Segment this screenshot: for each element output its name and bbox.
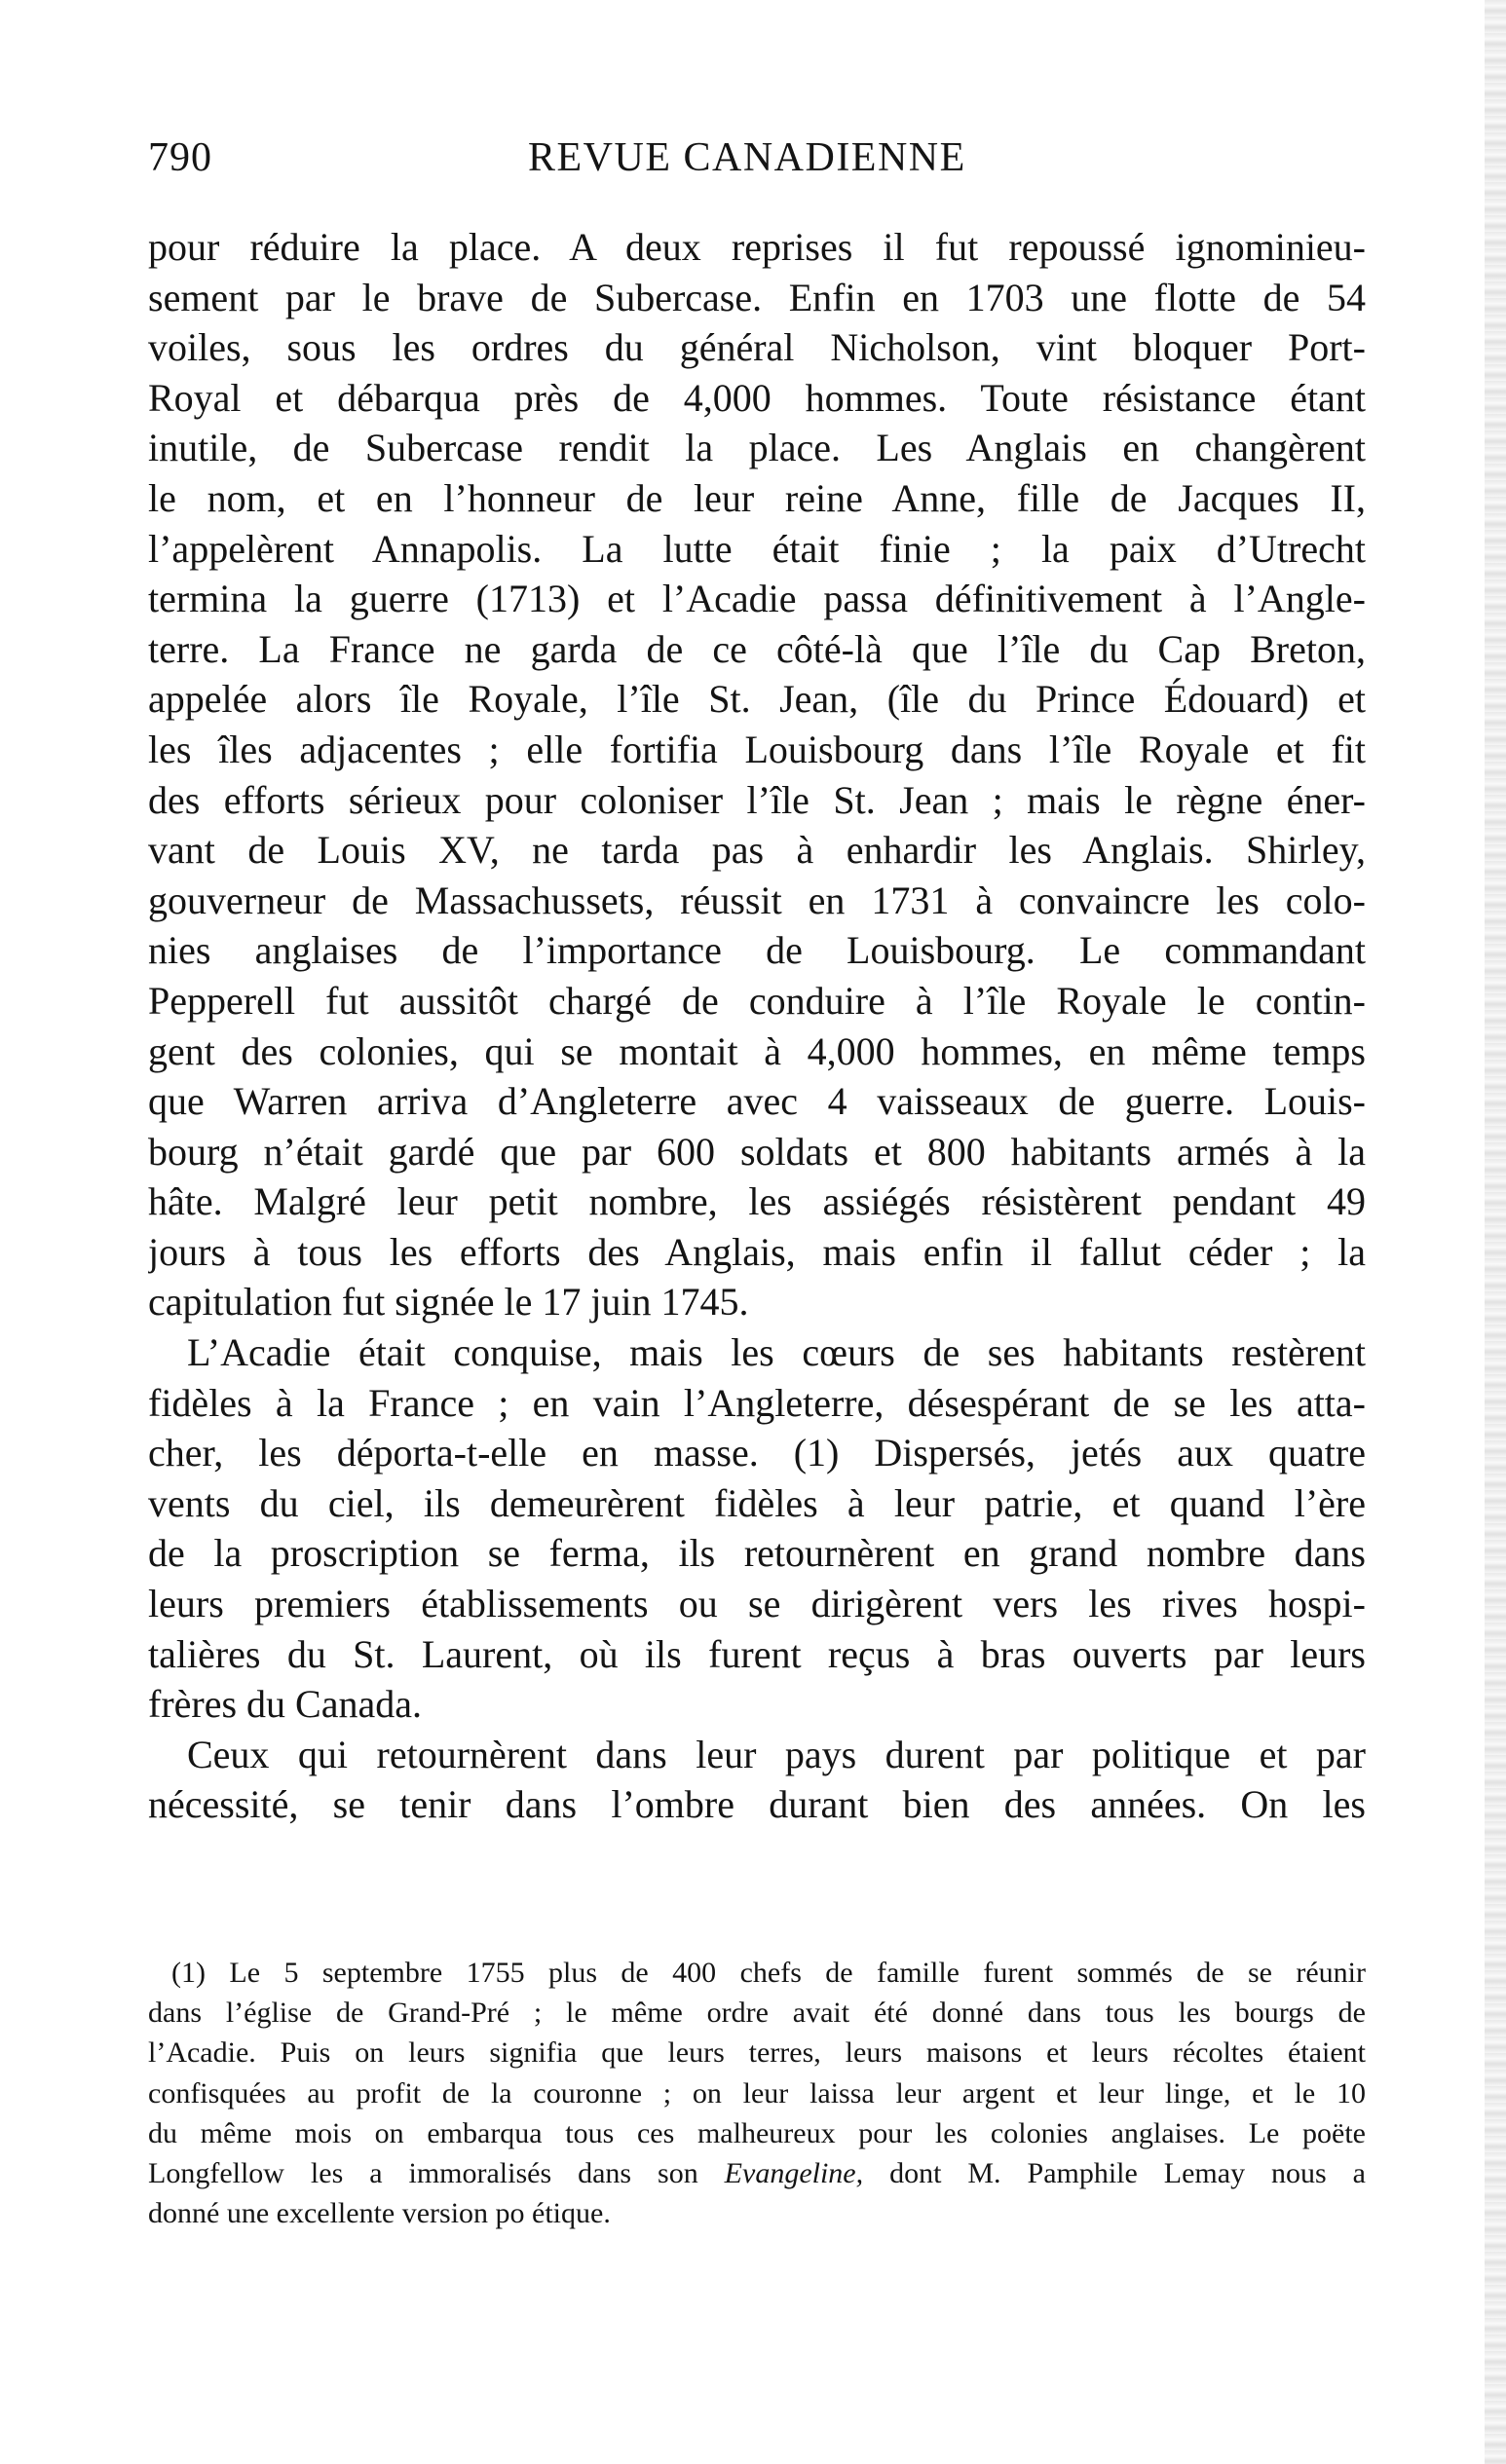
text-line: gouverneur de Massachussets, réussit en 1731 à convaincre les colo-: [148, 877, 1366, 922]
text-line: jours à tous les efforts des Anglais, mais enfin il fallut céder ; la: [148, 1229, 1366, 1274]
text-line: nécessité, se tenir dans l’ombre durant bien des années. On les: [148, 1782, 1366, 1827]
text-line: inutile, de Subercase rendit la place. Les Anglais en changèrent: [148, 426, 1366, 470]
running-title: REVUE CANADIENNE: [528, 135, 966, 180]
text-line: capitulation fut signée le 17 juin 1745.: [148, 1280, 749, 1325]
text-line: que Warren arriva d’Angleterre avec 4 vaisseaux de guerre. Louis-: [148, 1079, 1366, 1124]
text-line: talières du St. Laurent, où ils furent reçus à bras ouverts par leurs: [148, 1631, 1366, 1676]
page-header: [148, 127, 1366, 195]
footnote-line: du même mois on embarqua tous ces malheureux pour les colonies anglaises. Le poëte: [148, 2116, 1366, 2149]
text-line: Pepperell fut aussitôt chargé de conduire à l’île Royale le contin-: [148, 978, 1366, 1023]
poem-title: Evangeline,: [724, 2156, 864, 2189]
text-line: appelée alors île Royale, l’île St. Jean, (île du Prince Édouard) et: [148, 677, 1366, 722]
text-line: pour réduire la place. A deux reprises il fut repoussé ignominieu-: [148, 225, 1366, 269]
text-line: L’Acadie était conquise, mais les cœurs de ses habitants restèrent: [187, 1330, 1366, 1375]
text-line: l’appelèrent Annapolis. La lutte était finie ; la paix d’Utrecht: [148, 526, 1366, 571]
text-line: les îles adjacentes ; elle fortifia Louisbourg dans l’île Royale et fit: [148, 727, 1366, 771]
footnote-line: dans l’église de Grand-Pré ; le même ordre avait été donné dans tous les bourgs de: [148, 1997, 1366, 2030]
text-line: vant de Louis XV, ne tarda pas à enhardir les Anglais. Shirley,: [148, 828, 1366, 873]
text-line: fidèles à la France ; en vain l’Angleterre, désespérant de se les atta-: [148, 1380, 1366, 1425]
text-line: terre. La France ne garda de ce côté-là que l’île du Cap Breton,: [148, 626, 1366, 671]
text-line: frères du Canada.: [148, 1682, 422, 1727]
text-line: sement par le brave de Subercase. Enfin en 1703 une flotte de 54: [148, 275, 1366, 319]
text-line: cher, les déporta-t-elle en masse. (1) Dispersés, jetés aux quatre: [148, 1431, 1366, 1475]
text-line: hâte. Malgré leur petit nombre, les assiégés résistèrent pendant 49: [148, 1179, 1366, 1224]
text-line: nies anglaises de l’importance de Louisbourg. Le commandant: [148, 928, 1366, 973]
text-line: des efforts sérieux pour coloniser l’île St. Jean ; mais le règne éner-: [148, 777, 1366, 822]
scanned-page-edge: [1485, 0, 1506, 2464]
text-line: le nom, et en l’honneur de leur reine Anne, fille de Jacques II,: [148, 475, 1366, 520]
footnote-line: donné une excellente version po étique.: [148, 2197, 611, 2230]
text-line: leurs premiers établissements ou se dirigèrent vers les rives hospi-: [148, 1582, 1366, 1626]
footnote-line: [148, 2153, 1366, 2193]
text-line: voiles, sous les ordres du général Nicholson, vint bloquer Port-: [148, 325, 1366, 370]
footnote-line: (1) Le 5 septembre 1755 plus de 400 chefs de famille furent sommés de se réunir: [171, 1957, 1366, 1989]
footnote-text: dont M. Pamphile Lemay nous a: [863, 2156, 1366, 2189]
text-line: Royal et débarqua près de 4,000 hommes. Toute résistance étant: [148, 375, 1366, 420]
page-number: 790: [148, 135, 212, 180]
text-line: gent des colonies, qui se montait à 4,000 hommes, en même temps: [148, 1028, 1366, 1073]
body-text: [148, 222, 1366, 1830]
text-line: bourg n’était gardé que par 600 soldats et 800 habitants armés à la: [148, 1129, 1366, 1174]
text-line: de la proscription se ferma, ils retournèrent en grand nombre dans: [148, 1531, 1366, 1576]
footnote-line: l’Acadie. Puis on leurs signifia que leurs terres, leurs maisons et leurs récoltes étaient: [148, 2036, 1366, 2070]
text-line: Ceux qui retournèrent dans leur pays durent par politique et par: [187, 1732, 1366, 1776]
footnote: [148, 1953, 1366, 2233]
footnote-line: confisquées au profit de la couronne ; on leur laissa leur argent et leur linge, et le 10: [148, 2076, 1366, 2109]
footnote-text: Longfellow les a immoralisés dans son: [148, 2156, 725, 2189]
text-line: vents du ciel, ils demeurèrent fidèles à leur patrie, et quand l’ère: [148, 1480, 1366, 1525]
text-line: termina la guerre (1713) et l’Acadie passa définitivement à l’Angle-: [148, 577, 1366, 621]
